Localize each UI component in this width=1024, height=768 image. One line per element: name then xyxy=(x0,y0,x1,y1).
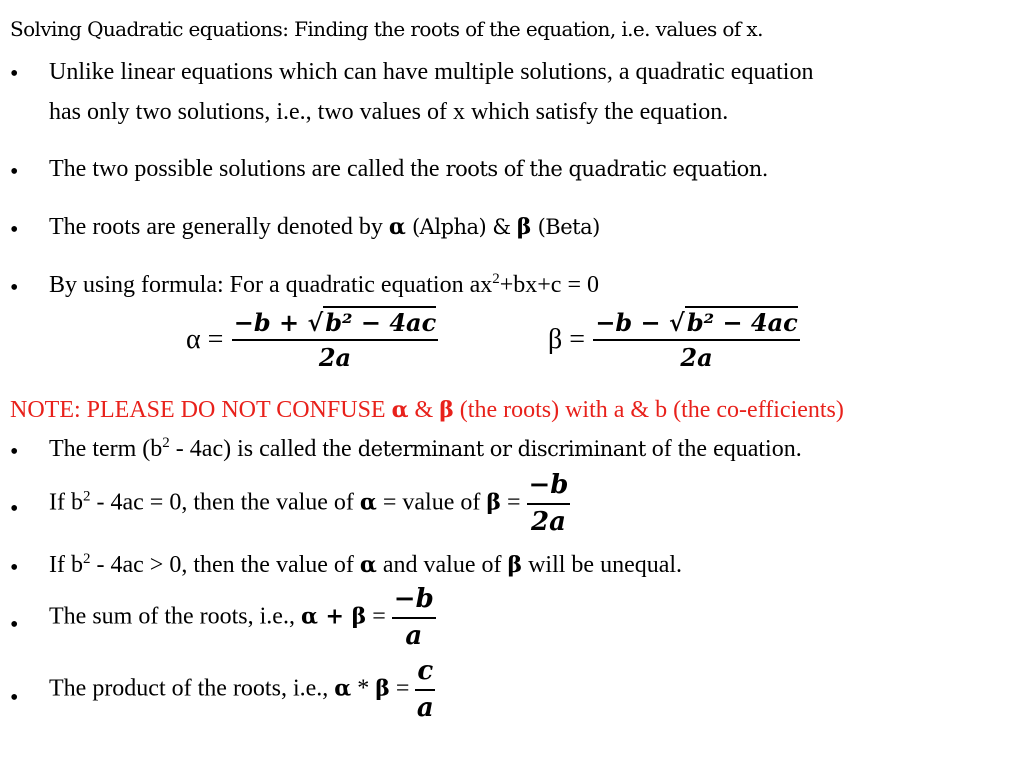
bullet-4-rest: +bx+c = 0 xyxy=(499,272,599,298)
alpha-symbol: α xyxy=(388,214,406,240)
bullet-6 xyxy=(49,470,570,538)
superscript: 2 xyxy=(82,551,91,567)
bullet-marker: • xyxy=(10,496,19,522)
bullet-marker: • xyxy=(10,612,19,638)
radicand: b² − 4ac xyxy=(686,308,798,337)
bullet-8-fraction xyxy=(392,584,436,652)
numerator-prefix: −b − xyxy=(595,308,670,337)
bullet-9-pre: The product of the roots, i.e., xyxy=(49,675,335,702)
bullet-marker: • xyxy=(10,275,19,301)
bullet-2-bold: roots of the quadratic equation. xyxy=(445,157,768,181)
bullet-marker: • xyxy=(10,439,19,465)
fraction-numerator: −b xyxy=(527,470,571,505)
bullet-3-text: The roots are generally denoted by xyxy=(49,214,389,240)
beta-formula xyxy=(548,308,800,372)
bullet-5-pre: The term (b xyxy=(49,436,163,462)
bullet-8-pre: The sum of the roots, i.e., xyxy=(49,603,301,630)
fraction-denominator: a xyxy=(405,621,423,652)
fraction-numerator: c xyxy=(415,656,435,691)
bullet-2 xyxy=(49,155,768,184)
note-prefix: NOTE: PLEASE DO NOT CONFUSE xyxy=(10,397,392,423)
bullet-3 xyxy=(49,213,600,242)
superscript: 2 xyxy=(82,488,91,505)
bullet-9 xyxy=(49,656,435,724)
radicand: b² − 4ac xyxy=(325,308,437,337)
fraction-denominator: 2a xyxy=(680,343,713,372)
fraction-numerator: −b − √b² − 4ac xyxy=(593,308,799,341)
bullet-7-mid2: and value of xyxy=(376,552,508,578)
bullet-5-post: of the equation. xyxy=(645,436,802,462)
bullet-6-mid2: = value of xyxy=(376,489,487,516)
note-warning xyxy=(10,397,844,424)
beta-symbol: β xyxy=(486,489,501,516)
fraction-denominator: a xyxy=(416,693,434,724)
beta-formula-lhs: β = xyxy=(548,324,586,355)
bullet-9-fraction xyxy=(415,656,435,724)
fraction-denominator: 2a xyxy=(531,507,566,538)
beta-formula-fraction xyxy=(593,308,799,372)
numerator-prefix: −b + xyxy=(233,308,308,337)
bullet-9-eq: = xyxy=(389,675,410,702)
beta-symbol: β xyxy=(516,214,532,240)
bullet-6-eq: = xyxy=(500,489,521,516)
bullet-6-mid: - 4ac = 0, then the value of xyxy=(90,489,360,516)
bullet-marker: • xyxy=(10,555,19,581)
bullet-marker: • xyxy=(10,61,19,87)
bullet-marker: • xyxy=(10,217,19,243)
bullet-1-line-2: has only two solutions, i.e., two values of x which satisfy the equation. xyxy=(49,99,729,125)
fraction-numerator: −b xyxy=(392,584,436,619)
bullet-8-eq: = xyxy=(366,603,386,630)
bullet-6-fraction xyxy=(527,470,571,538)
bullet-4 xyxy=(49,271,599,300)
beta-symbol: β xyxy=(375,675,390,702)
superscript: 2 xyxy=(162,435,170,451)
bullet-2-text: The two possible solutions are called the xyxy=(49,156,446,182)
bullet-4-text: By using formula: For a quadratic equation ax xyxy=(49,272,493,298)
superscript: 2 xyxy=(492,271,500,287)
alpha-plus-beta: α + β xyxy=(300,603,367,630)
alpha-formula xyxy=(186,308,438,372)
bullet-6-pre: If b xyxy=(49,489,83,516)
bullet-9-star: * xyxy=(351,675,376,702)
bullet-7-post: will be unequal. xyxy=(522,552,683,578)
bullet-7 xyxy=(49,551,682,580)
alpha-formula-lhs: α = xyxy=(186,324,224,355)
beta-name: (Beta) xyxy=(531,215,600,239)
alpha-symbol: α xyxy=(391,397,409,423)
alpha-symbol: α xyxy=(359,489,377,516)
note-suffix: (the roots) with a & b (the co-efficients) xyxy=(453,397,844,423)
note-amp: & xyxy=(408,397,440,423)
bullet-5-mid: - 4ac) is called the xyxy=(169,436,358,462)
alpha-symbol: α xyxy=(359,552,377,578)
beta-symbol: β xyxy=(439,397,454,423)
slide-title: Solving Quadratic equations: Finding the roots of the equation, i.e. values of x. xyxy=(10,17,763,41)
fraction-numerator: −b + √b² − 4ac xyxy=(232,308,438,341)
bullet-7-mid: - 4ac > 0, then the value of xyxy=(90,552,360,578)
bullet-8 xyxy=(49,584,436,652)
bullet-marker: • xyxy=(10,685,19,711)
alpha-symbol: α xyxy=(334,675,352,702)
bullet-5-bold: determinant or discriminant xyxy=(357,437,646,461)
bullet-7-pre: If b xyxy=(49,552,83,578)
bullet-1-line-1: Unlike linear equations which can have multiple solutions, a quadratic equation xyxy=(49,59,814,85)
alpha-name: (Alpha) & xyxy=(405,215,517,239)
bullet-marker: • xyxy=(10,159,19,185)
fraction-denominator: 2a xyxy=(318,343,352,372)
beta-symbol: β xyxy=(507,552,523,578)
bullet-5 xyxy=(49,435,802,464)
alpha-formula-fraction xyxy=(232,308,438,372)
